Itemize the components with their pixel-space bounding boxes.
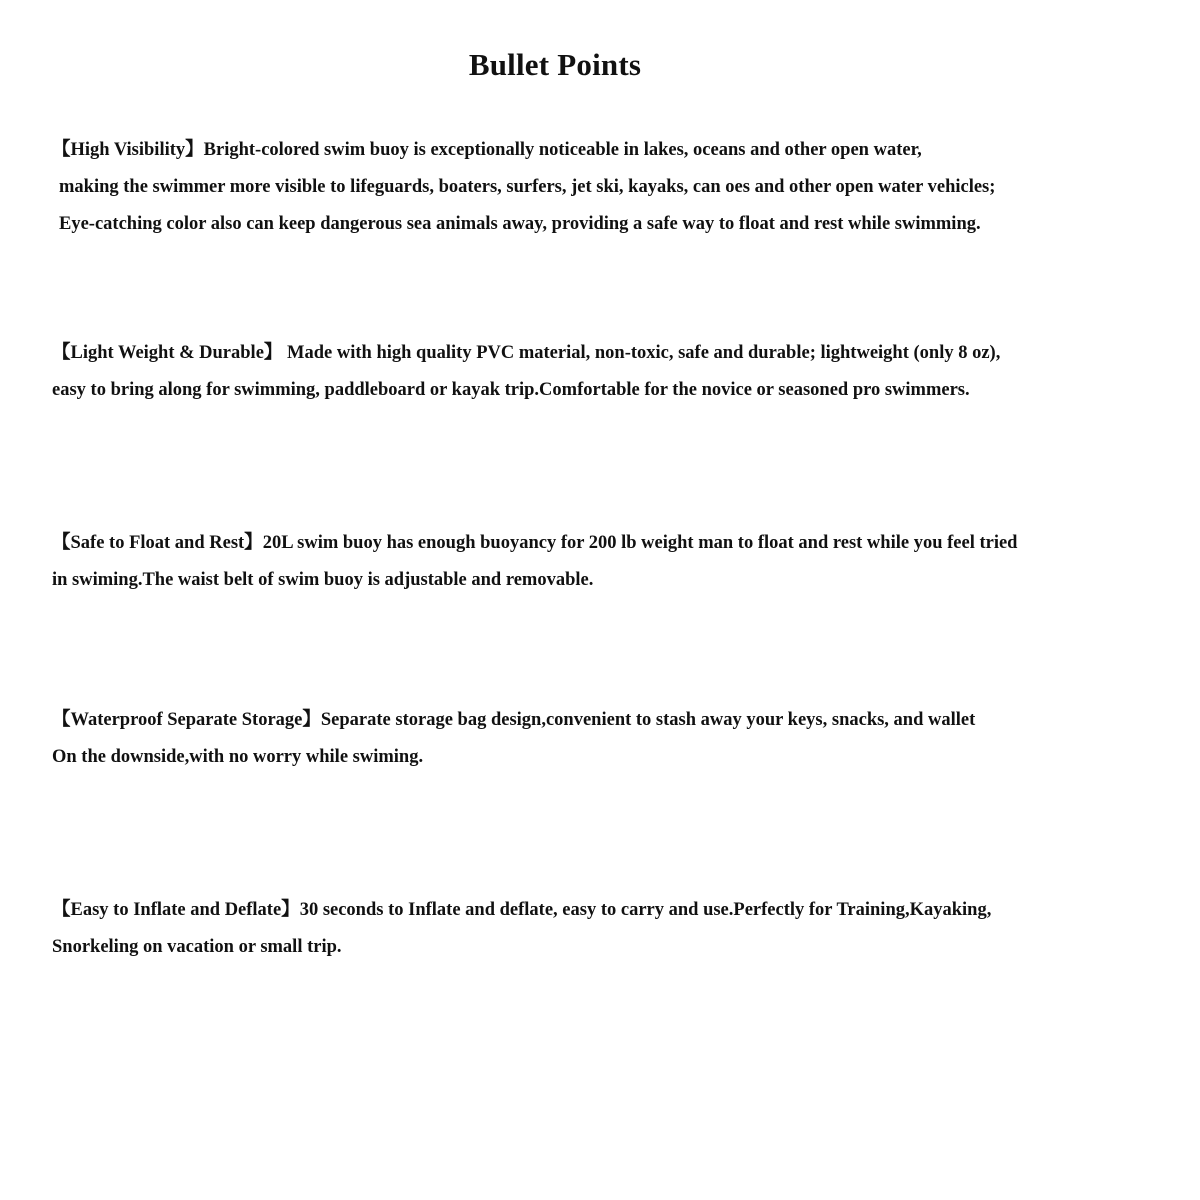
bullet-text: Bright-colored swim buoy is exceptionally noticeable in lakes, oceans and other open water,: [203, 140, 922, 160]
bullet-line: [52, 702, 1192, 739]
bullet-heading: 【High Visibility】: [52, 140, 204, 160]
bullet-line: Snorkeling on vacation or small trip.: [52, 937, 342, 957]
bullet-easy-inflate: [52, 892, 1192, 966]
bullet-line: in swiming.The waist belt of swim buoy is adjustable and removable.: [52, 570, 594, 590]
bullet-text: 20L swim buoy has enough buoyancy for 200 lb weight man to float and rest while you feel tried: [262, 533, 1018, 553]
bullet-line: easy to bring along for swimming, paddleboard or kayak trip.Comfortable for the novice or seasoned pro swimmers.: [52, 380, 970, 400]
bullet-heading: 【Waterproof Separate Storage】: [52, 710, 321, 730]
bullet-line: [52, 892, 1192, 929]
bullet-heading: 【Safe to Float and Rest】: [52, 533, 263, 553]
bullet-high-visibility: [52, 132, 1192, 243]
bullet-waterproof-storage: [52, 702, 1192, 776]
bullet-text: Made with high quality PVC material, non-toxic, safe and durable; lightweight (only 8 oz),: [282, 343, 1001, 363]
bullet-line: [52, 525, 1192, 562]
bullet-safe-to-float: [52, 525, 1192, 599]
bullet-line: On the downside,with no worry while swiming.: [52, 747, 424, 767]
bullet-line: making the swimmer more visible to lifeguards, boaters, surfers, jet ski, kayaks, can oes and other open water vehicles;: [59, 177, 996, 197]
bullet-heading: 【Easy to Inflate and Deflate】: [52, 900, 300, 920]
bullet-line: [52, 132, 1192, 169]
bullet-light-weight-durable: [52, 335, 1192, 409]
bullet-heading: 【Light Weight & Durable】: [52, 343, 283, 363]
bullet-text: Separate storage bag design,convenient to stash away your keys, snacks, and wallet: [320, 710, 976, 730]
bullet-text: 30 seconds to Inflate and deflate, easy to carry and use.Perfectly for Training,Kayaking,: [299, 900, 992, 920]
bullet-line: Eye-catching color also can keep dangerous sea animals away, providing a safe way to float and rest while swimming.: [59, 214, 981, 234]
bullet-line: [52, 335, 1192, 372]
page-title: Bullet Points: [468, 46, 642, 82]
